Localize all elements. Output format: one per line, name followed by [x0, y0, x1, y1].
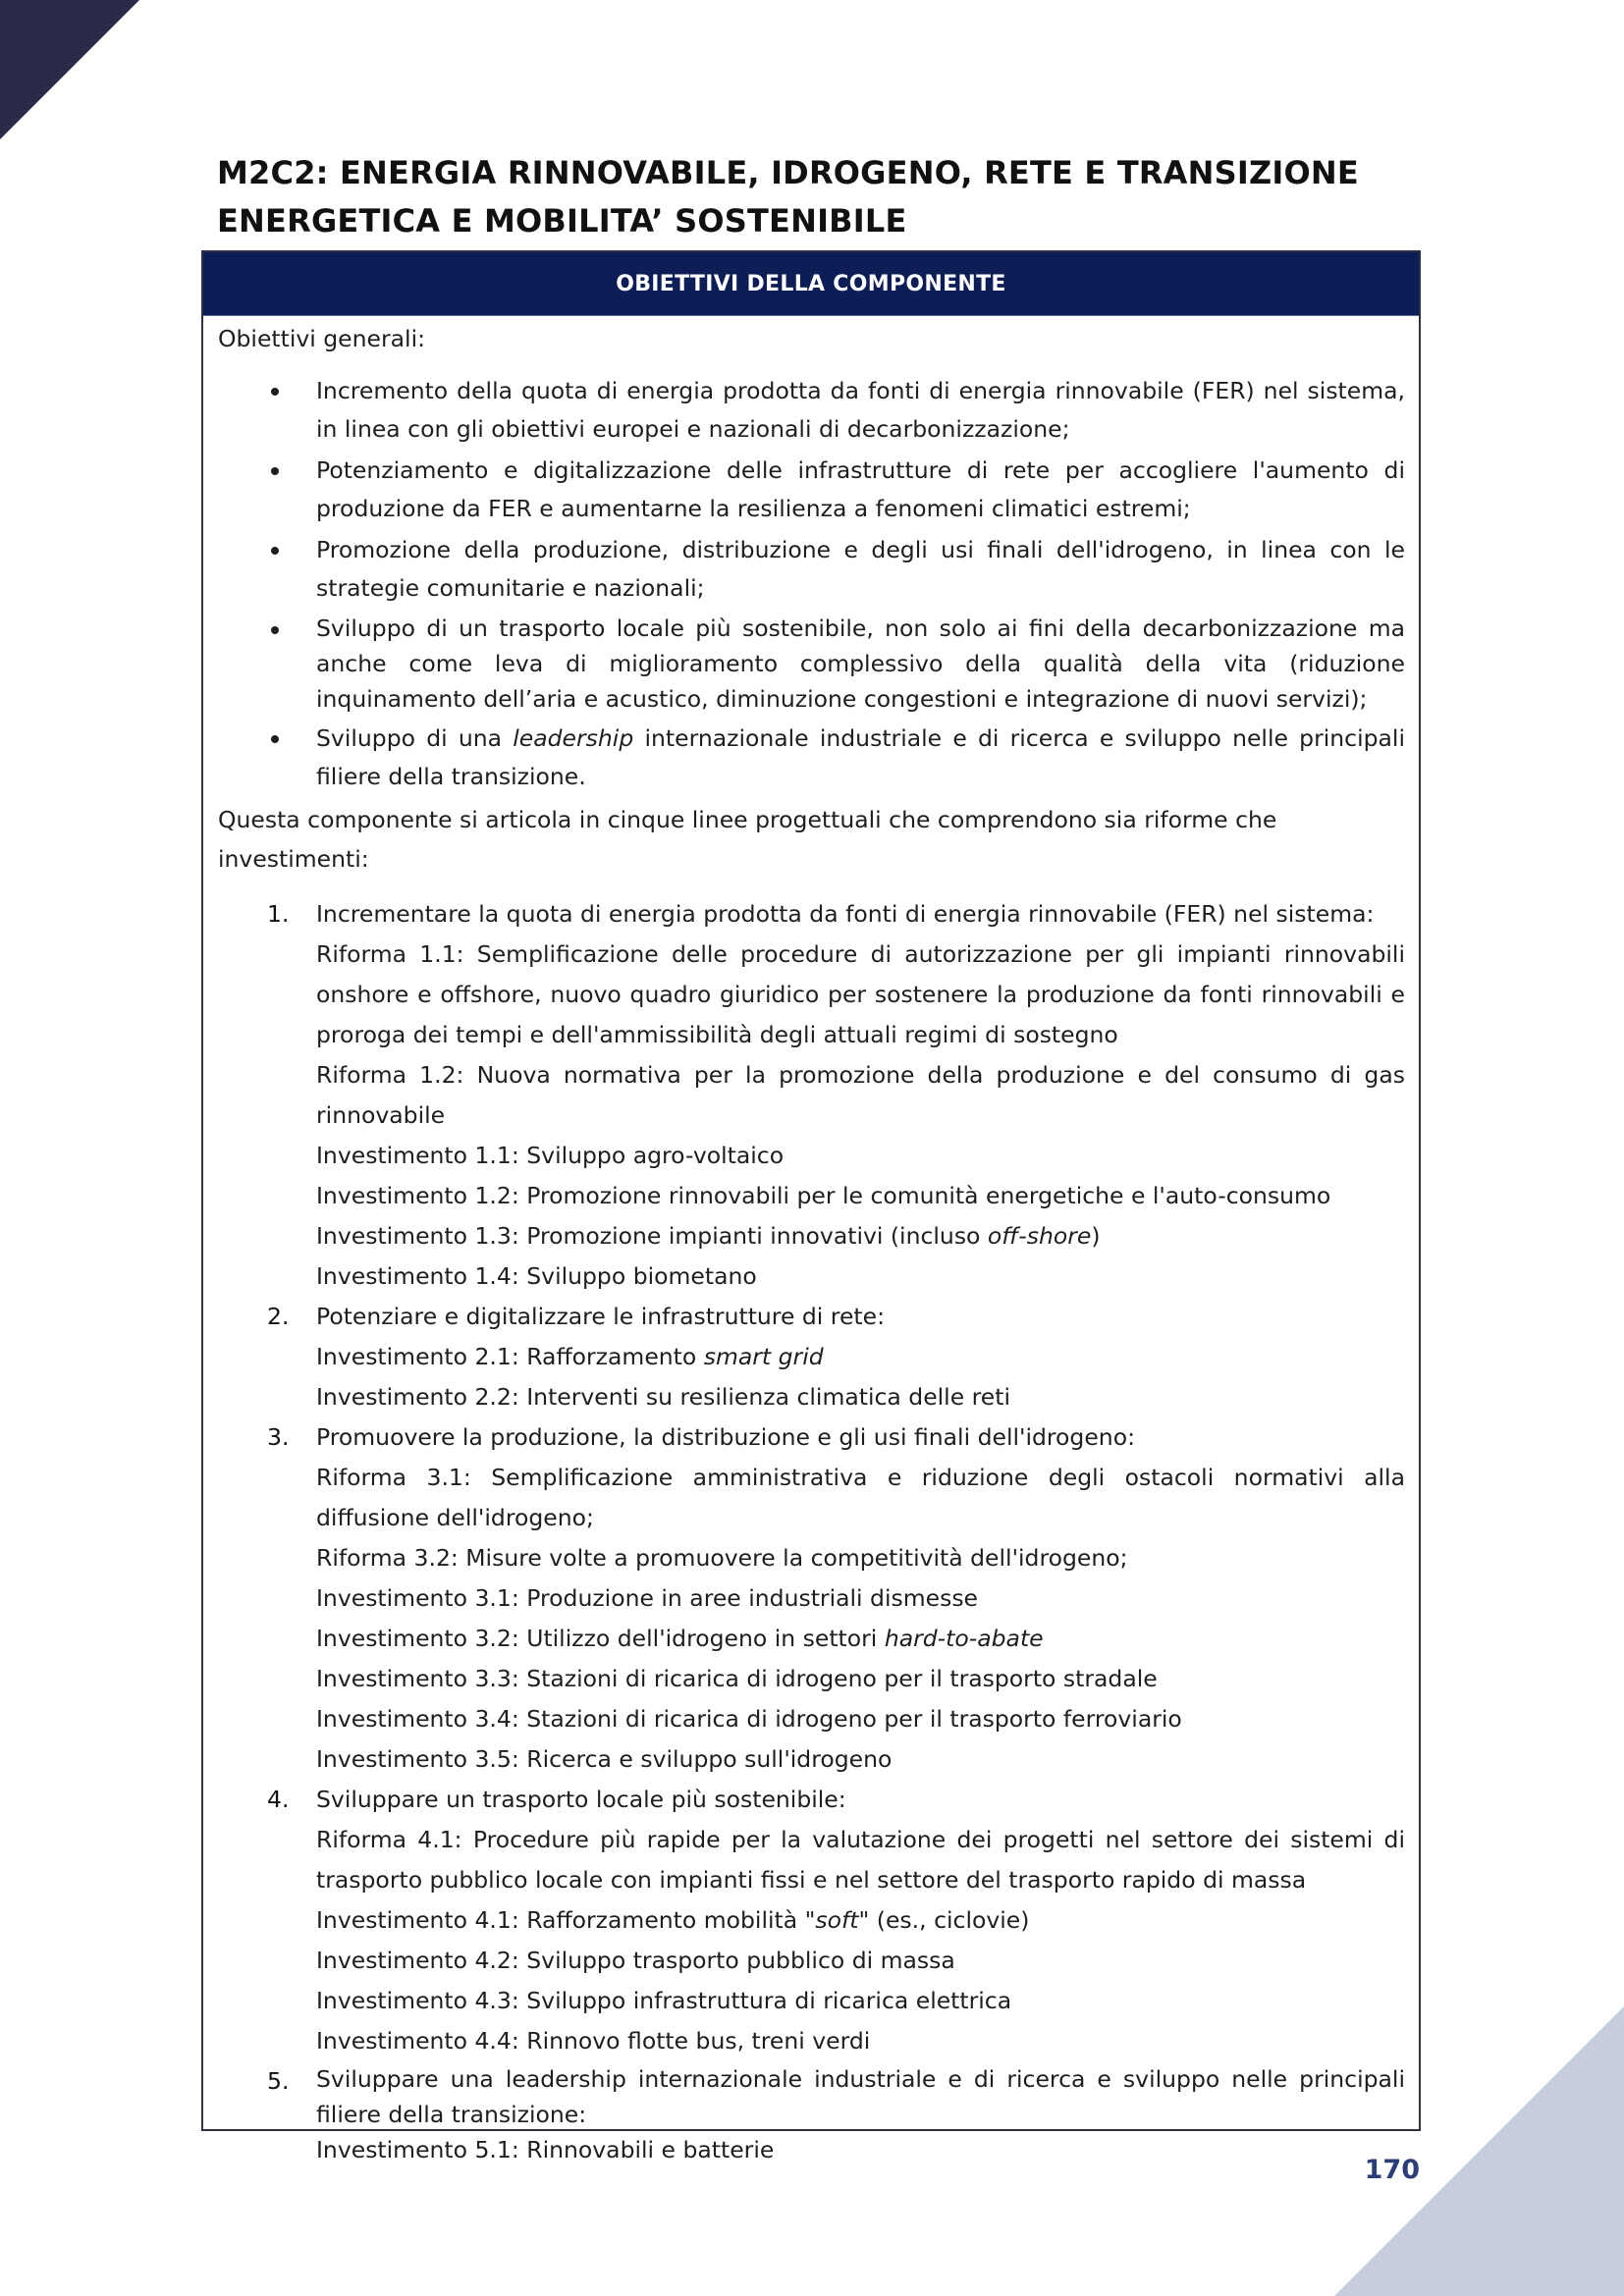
line-item-part: Investimento 4.1: Rafforzamento mobilità ": [316, 1906, 816, 1934]
line-number: 5.: [267, 2067, 290, 2095]
line-title: Incrementare la quota di energia prodotta da fonti di energia rinnovabile (FER) nel sistema:: [316, 900, 1375, 928]
objectives-box-header: OBIETTIVI DELLA COMPONENTE: [203, 252, 1419, 316]
line-item: Riforma 4.1: Procedure più rapide per la valutazione dei progetti nel settore dei sistemi di trasporto pubblico locale con impianti fissi e nel settore del trasporto rapido di massa: [316, 1826, 1405, 1894]
line-item-italic: hard-to-abate: [884, 1625, 1044, 1652]
line-item: [316, 1337, 1405, 1377]
line-item: Investimento 3.4: Stazioni di ricarica di idrogeno per il trasporto ferroviario: [316, 1705, 1182, 1733]
project-lines-intro: Questa componente si articola in cinque linee progettuali che comprendono sia riforme che investimenti:: [218, 806, 1277, 873]
line-item: Investimento 5.1: Rinnovabili e batterie: [316, 2136, 775, 2163]
line-item: Investimento 4.4: Rinnovo flotte bus, treni verdi: [316, 2027, 871, 2055]
line-item-part: Investimento 1.3: Promozione impianti innovativi (incluso: [316, 1222, 988, 1250]
project-line-1: [218, 894, 1405, 1297]
line-item: Investimento 3.5: Ricerca e sviluppo sull'idrogeno: [316, 1745, 893, 1773]
objective-text-italic: leadership: [513, 724, 634, 752]
line-item-part: ): [1091, 1222, 1101, 1250]
general-objectives-label: Obiettivi generali:: [218, 325, 426, 352]
document-title: M2C2: ENERGIA RINNOVABILE, IDROGENO, RETE E TRANSIZIONE ENERGETICA E MOBILITA’ SOSTENIBILE: [217, 154, 1359, 240]
line-item: Investimento 4.2: Sviluppo trasporto pubblico di massa: [316, 1947, 955, 1974]
line-number: 3.: [267, 1423, 290, 1451]
objective-item: Sviluppo di un trasporto locale più sostenibile, non solo ai fini della decarbonizzazione ma anche come leva di miglioramento complessivo della qualità della vita (riduzione inquinamento dell’aria e acustico, diminuzione congestioni e integrazione di nuovi servizi);: [218, 611, 1405, 717]
objective-text-part: Sviluppo di una: [316, 724, 514, 752]
line-number: 4.: [267, 1786, 290, 1813]
project-lines-list: [218, 894, 1405, 2167]
line-item: [316, 1619, 1405, 1659]
line-title: Potenziare e digitalizzare le infrastrutture di rete:: [316, 1303, 885, 1330]
line-item-part: Investimento 3.2: Utilizzo dell'idrogeno in settori: [316, 1625, 885, 1652]
objectives-box: [201, 250, 1421, 2163]
line-title: Sviluppare un trasporto locale più sostenibile:: [316, 1786, 846, 1813]
project-line-2: [218, 1297, 1405, 1417]
line-item: [316, 1900, 1405, 1941]
line-item: [316, 1216, 1405, 1256]
objective-item: Potenziamento e digitalizzazione delle infrastrutture di rete per accogliere l'aumento di produzione da FER e aumentarne la resilienza a fenomeni climatici estremi;: [218, 452, 1405, 528]
line-item: Riforma 3.1: Semplificazione amministrativa e riduzione degli ostacoli normativi alla diffusione dell'idrogeno;: [316, 1464, 1405, 1531]
general-objectives-list: [218, 372, 1405, 796]
line-item: Investimento 1.4: Sviluppo biometano: [316, 1262, 757, 1290]
line-item: Investimento 1.2: Promozione rinnovabili per le comunità energetiche e l'auto-consumo: [316, 1182, 1331, 1209]
line-title: Promuovere la produzione, la distribuzione e gli usi finali dell'idrogeno:: [316, 1423, 1135, 1451]
line-item-italic: smart grid: [703, 1343, 824, 1370]
line-item: Riforma 1.2: Nuova normativa per la promozione della produzione e del consumo di gas rinnovabile: [316, 1061, 1405, 1129]
line-number: 1.: [267, 900, 290, 928]
corner-decoration-top-left: [0, 0, 139, 139]
line-number: 2.: [267, 1303, 290, 1330]
line-item: Riforma 1.1: Semplificazione delle procedure di autorizzazione per gli impianti rinnovabili onshore e offshore, nuovo quadro giuridico per sostenere la produzione da fonti rinnovabili e proroga dei tempi e dell'ammissibilità degli attuali regimi di sostegno: [316, 940, 1405, 1048]
project-line-4: [218, 1780, 1405, 2061]
line-item: Investimento 4.3: Sviluppo infrastruttura di ricarica elettrica: [316, 1987, 1012, 2014]
line-item: Investimento 2.2: Interventi su resilienza climatica delle reti: [316, 1383, 1010, 1411]
project-line-3: [218, 1417, 1405, 1780]
objective-item: Incremento della quota di energia prodotta da fonti di energia rinnovabile (FER) nel sistema, in linea con gli obiettivi europei e nazionali di decarbonizzazione;: [218, 372, 1405, 449]
line-item: Riforma 3.2: Misure volte a promuovere la competitività dell'idrogeno;: [316, 1544, 1128, 1572]
objective-text-part: internazionale industriale e di ricerca e sviluppo nelle principali filiere della transizione.: [316, 724, 1405, 790]
project-line-5: [218, 2061, 1405, 2167]
page-number: 170: [1364, 2155, 1420, 2185]
line-item-italic: off-shore: [987, 1222, 1092, 1250]
line-item: Investimento 3.1: Produzione in aree industriali dismesse: [316, 1584, 979, 1612]
line-item: Investimento 3.3: Stazioni di ricarica di idrogeno per il trasporto stradale: [316, 1665, 1158, 1692]
line-item-italic: soft: [815, 1906, 859, 1934]
objective-item: [218, 720, 1405, 796]
line-item-part: Investimento 2.1: Rafforzamento: [316, 1343, 704, 1370]
line-title: Sviluppare una leadership internazionale industriale e di ricerca e sviluppo nelle principali filiere della transizione:: [316, 2065, 1405, 2128]
objective-item: Promozione della produzione, distribuzione e degli usi finali dell'idrogeno, in linea con le strategie comunitarie e nazionali;: [218, 531, 1405, 608]
line-item-part: " (es., ciclovie): [858, 1906, 1030, 1934]
line-item: Investimento 1.1: Sviluppo agro-voltaico: [316, 1142, 785, 1169]
objectives-content: [203, 319, 1419, 2167]
